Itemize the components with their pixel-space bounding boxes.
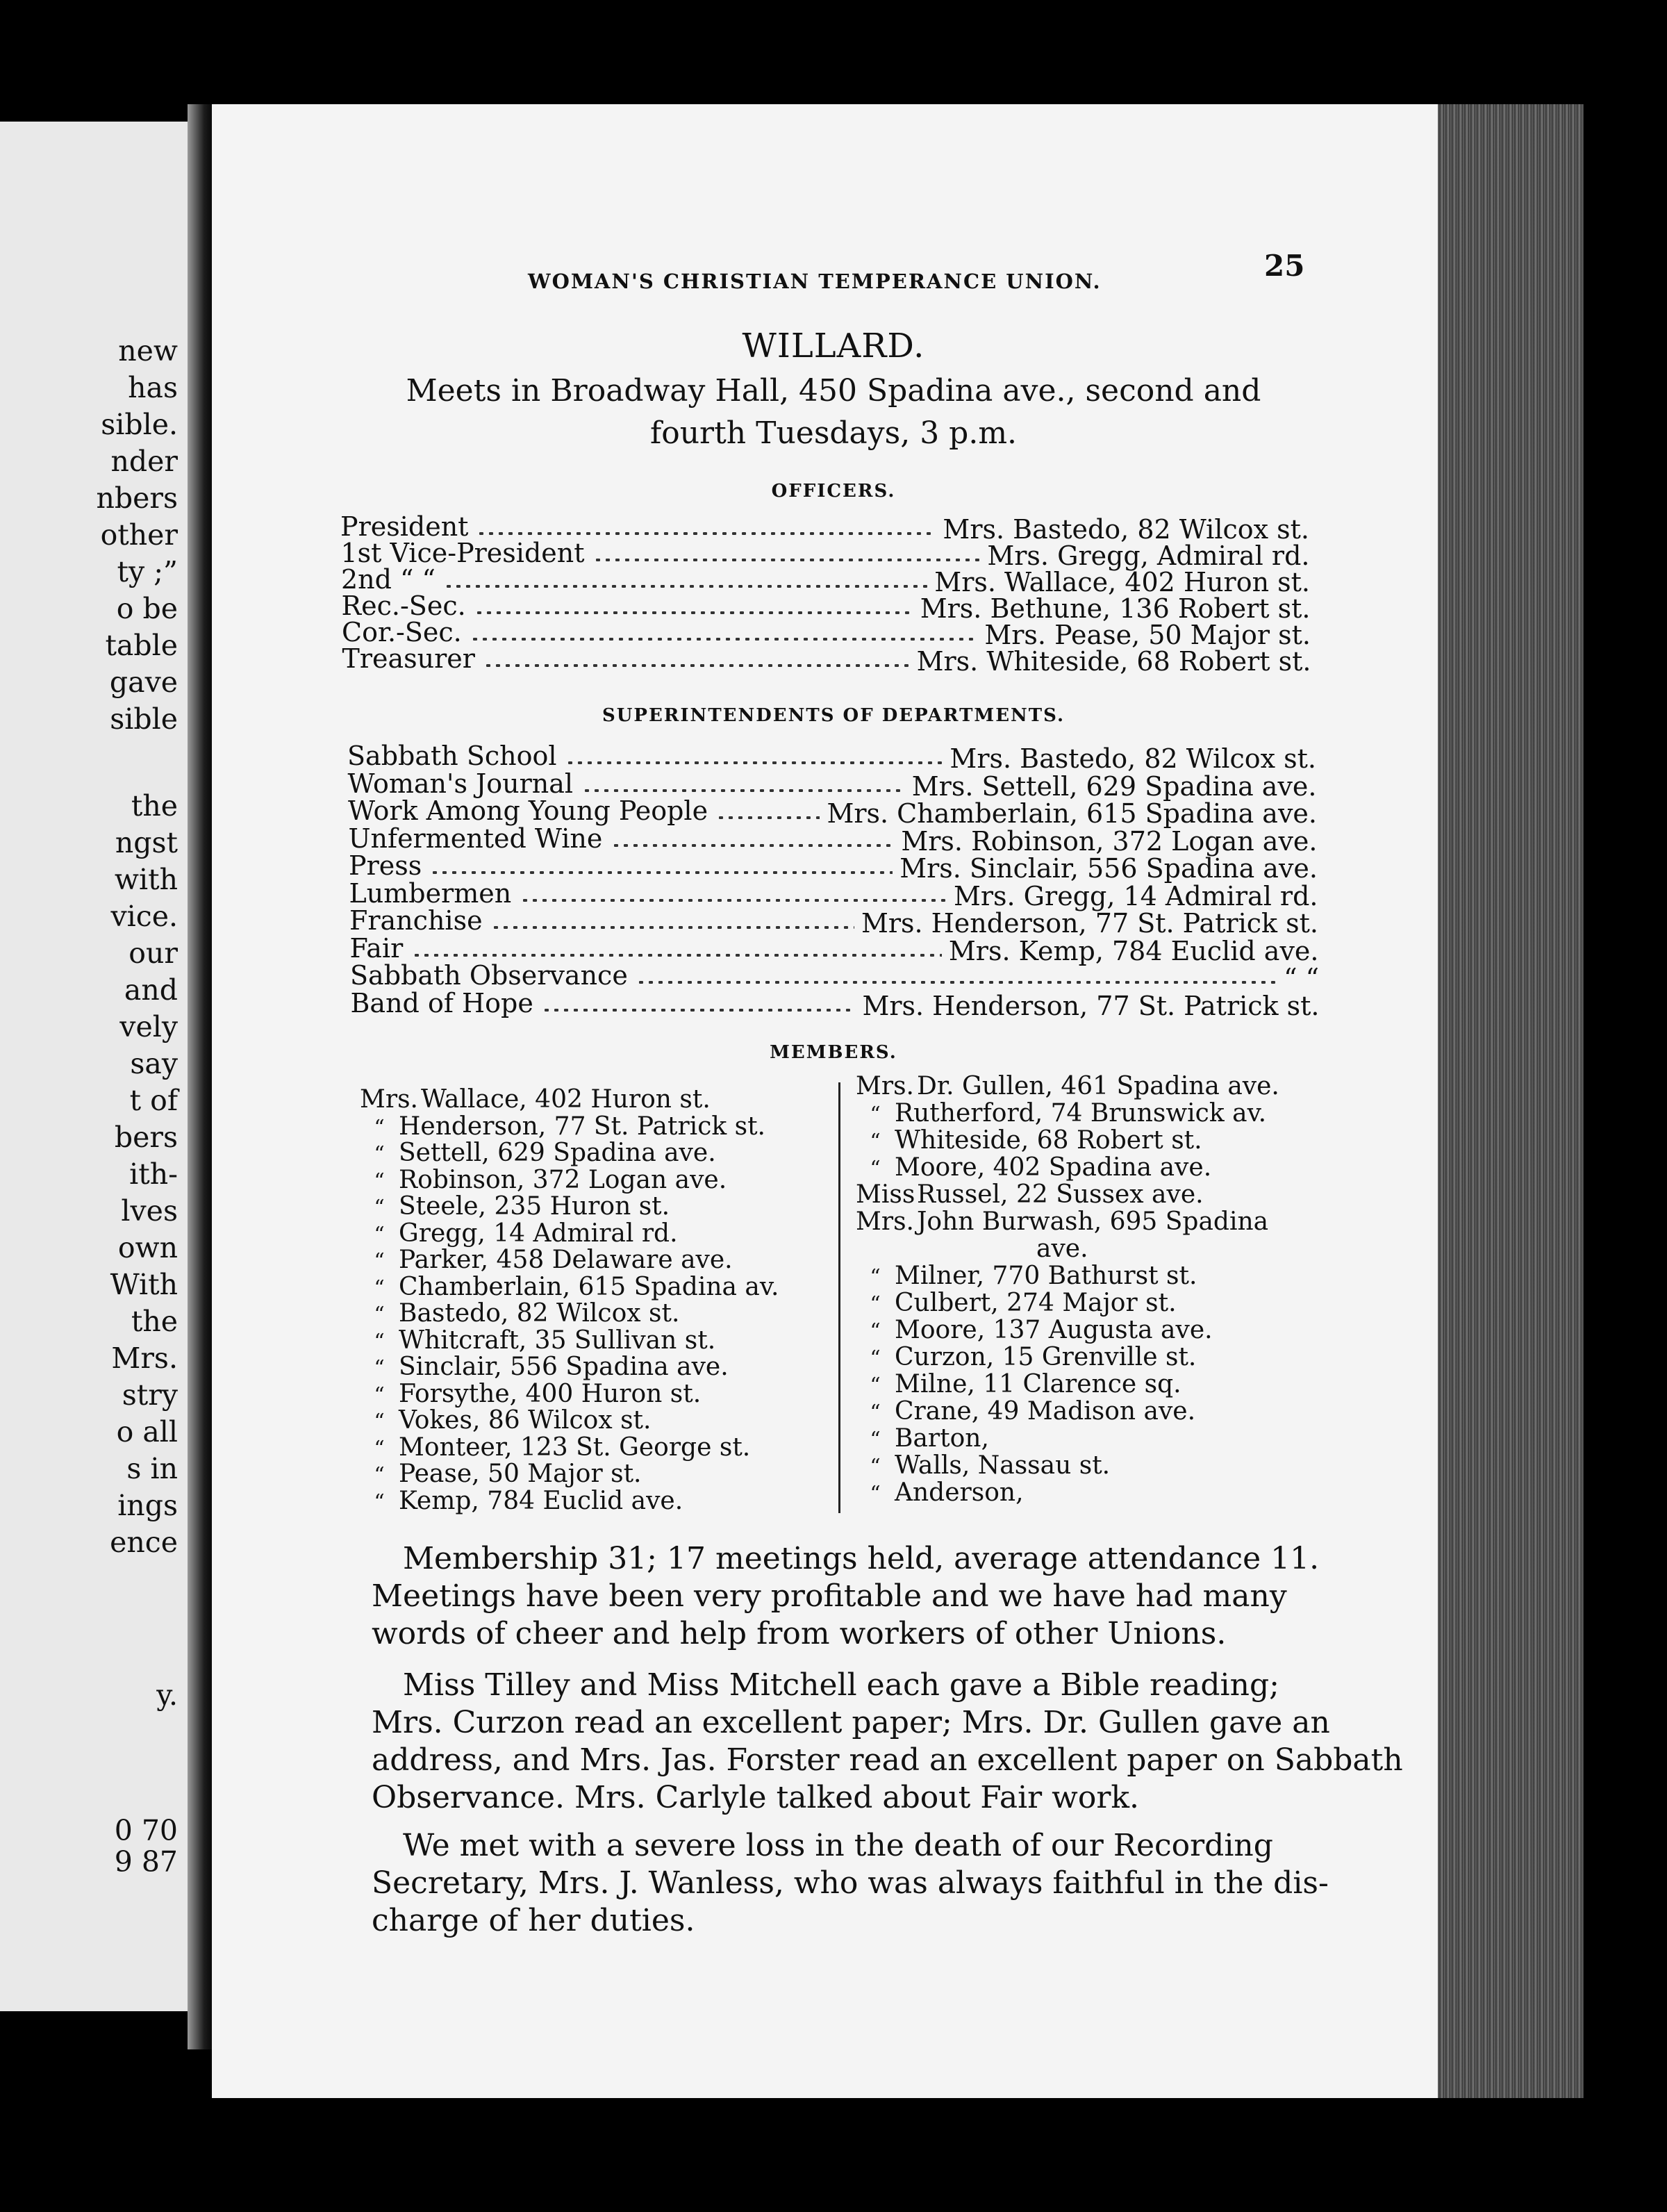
facing-page-line: With <box>110 1268 178 1301</box>
member-name: Robinson, 372 Logan ave. <box>399 1165 727 1194</box>
member-prefix: “ <box>374 1222 385 1247</box>
superintendents-name: Mrs. Chamberlain, 615 Spadina ave. <box>827 798 1317 829</box>
member-prefix: “ <box>374 1276 385 1301</box>
dot-leader <box>565 761 943 764</box>
member-prefix: “ <box>870 1346 881 1371</box>
member-name: Culbert, 274 Major st. <box>895 1289 1177 1317</box>
dot-leader <box>716 816 820 819</box>
member-name: Forsythe, 400 Huron st. <box>399 1379 702 1408</box>
text-line: We met with a severe loss in the death of our Recording <box>403 1828 1273 1863</box>
member-prefix: Mrs. <box>856 1072 914 1100</box>
facing-page-line: table <box>105 629 178 662</box>
running-head: WOMAN'S CHRISTIAN TEMPERANCE UNION. <box>528 270 1102 293</box>
member-prefix: “ <box>374 1142 385 1166</box>
dot-leader <box>470 638 977 641</box>
facing-page-line: gave <box>109 666 178 699</box>
officers-heading: OFFICERS. <box>771 481 896 502</box>
member-name: Wallace, 402 Huron st. <box>421 1085 711 1114</box>
facing-page-line: vice. <box>110 900 178 933</box>
member-entry <box>360 1141 716 1166</box>
member-name: Chamberlain, 615 Spadina av. <box>399 1272 779 1301</box>
member-entry <box>360 1301 679 1326</box>
member-entry <box>856 1372 1181 1397</box>
superintendents-row <box>347 741 1316 774</box>
member-name: Barton, <box>895 1424 989 1453</box>
facing-page-line: with <box>114 863 178 896</box>
facing-page-line: t of <box>129 1084 178 1117</box>
column-rule <box>838 1082 840 1513</box>
dot-leader <box>582 789 905 792</box>
dot-leader <box>636 981 1277 984</box>
facing-page-line: Mrs. <box>111 1342 178 1375</box>
superintendents-title: Band of Hope <box>350 987 533 1018</box>
member-name: Whitcraft, 35 Sullivan st. <box>399 1326 716 1355</box>
member-prefix: “ <box>870 1319 881 1344</box>
member-entry <box>360 1328 715 1353</box>
member-entry <box>856 1318 1213 1343</box>
facing-page-line: ty ;” <box>117 555 178 588</box>
superintendents-heading: SUPERINTENDENTS OF DEPARTMENTS. <box>602 705 1065 726</box>
member-name: Pease, 50 Major st. <box>399 1460 642 1488</box>
member-name: Vokes, 86 Wilcox st. <box>399 1406 652 1435</box>
facing-page-line: ings <box>117 1489 178 1522</box>
facing-page-line: o all <box>116 1415 178 1448</box>
officers-row <box>342 643 1311 677</box>
member-entry <box>360 1087 711 1112</box>
officers-title: Rec.-Sec. <box>341 591 466 621</box>
superintendents-title: Press <box>349 850 422 881</box>
member-name: Walls, Nassau st. <box>895 1451 1111 1480</box>
member-prefix: “ <box>374 1410 385 1434</box>
member-prefix: “ <box>374 1436 385 1461</box>
superintendents-title: Unfermented Wine <box>348 823 603 854</box>
member-name: Parker, 458 Delaware ave. <box>399 1246 733 1274</box>
facing-page-line: other <box>100 518 178 552</box>
page-number: 25 <box>1264 249 1305 283</box>
member-name: Russel, 22 Sussex ave. <box>917 1180 1204 1209</box>
officers-name: Mrs. Bethune, 136 Robert st. <box>920 593 1311 624</box>
member-prefix: “ <box>870 1428 881 1452</box>
member-name: Kemp, 784 Euclid ave. <box>399 1486 683 1515</box>
facing-page-line: y. <box>156 1678 178 1712</box>
member-entry <box>360 1462 642 1487</box>
member-entry <box>856 1155 1211 1180</box>
member-prefix: “ <box>870 1103 881 1127</box>
member-name: Dr. Gullen, 461 Spadina ave. <box>917 1072 1279 1100</box>
text-line: Observance. Mrs. Carlyle talked about Fair work. <box>372 1780 1140 1815</box>
facing-page-line: vely <box>119 1010 178 1043</box>
superintendents-name: Mrs. Henderson, 77 St. Patrick st. <box>861 908 1318 939</box>
facing-page-line: bers <box>114 1121 178 1154</box>
text-line: Meetings have been very profitable and we have had many <box>372 1578 1287 1614</box>
member-entry <box>360 1221 678 1246</box>
facing-page-line: the <box>131 1305 178 1338</box>
member-entry <box>856 1399 1195 1424</box>
superintendents-title: Work Among Young People <box>348 795 708 826</box>
member-prefix: “ <box>374 1489 385 1514</box>
superintendents-name: Mrs. Sinclair, 556 Spadina ave. <box>899 853 1318 884</box>
member-entry <box>360 1248 733 1273</box>
dot-leader <box>412 954 942 957</box>
dot-leader <box>474 611 913 614</box>
member-prefix: “ <box>374 1169 385 1194</box>
officers-name: Mrs. Whiteside, 68 Robert st. <box>916 646 1311 677</box>
member-name: ave. <box>1036 1235 1088 1263</box>
officers-name: Mrs. Wallace, 402 Huron st. <box>934 567 1310 597</box>
facing-page-line: o be <box>116 592 178 625</box>
member-prefix: “ <box>374 1329 385 1354</box>
superintendents-name: “ “ <box>1284 963 1319 993</box>
text-line: Secretary, Mrs. J. Wanless, who was always faithful in the dis- <box>372 1865 1329 1901</box>
member-entry <box>856 1426 989 1451</box>
members-heading: MEMBERS. <box>770 1042 897 1063</box>
member-prefix: “ <box>374 1382 385 1408</box>
facing-page-line: our <box>128 936 178 970</box>
member-entry <box>360 1272 779 1301</box>
facing-page-line: stry <box>122 1378 178 1412</box>
member-name: Monteer, 123 St. George st. <box>399 1433 751 1462</box>
officers-row <box>340 538 1310 571</box>
facing-page-line: ith- <box>129 1157 178 1191</box>
member-prefix: “ <box>870 1292 881 1317</box>
facing-page-line: sible <box>110 702 178 736</box>
text-line: Membership 31; 17 meetings held, average attendance 11. <box>403 1541 1320 1576</box>
member-name: Moore, 402 Spadina ave. <box>895 1153 1212 1182</box>
member-name: Gregg, 14 Admiral rd. <box>399 1219 678 1248</box>
member-name: Anderson, <box>895 1478 1024 1507</box>
dot-leader <box>520 899 947 902</box>
member-name: Sinclair, 556 Spadina ave. <box>399 1353 729 1381</box>
officers-name: Mrs. Pease, 50 Major st. <box>984 620 1311 650</box>
superintendents-row <box>348 823 1318 857</box>
officers-row <box>341 591 1311 624</box>
superintendents-name: Mrs. Settell, 629 Spadina ave. <box>911 770 1317 802</box>
text-line: words of cheer and help from workers of other Unions. <box>372 1616 1227 1651</box>
member-name: Henderson, 77 St. Patrick st. <box>399 1112 765 1141</box>
dot-leader <box>444 585 927 588</box>
facing-page-line: ence <box>110 1526 178 1559</box>
superintendents-row <box>349 877 1318 911</box>
member-entry <box>360 1114 765 1139</box>
dot-leader <box>593 559 981 561</box>
member-name: Curzon, 15 Grenville st. <box>895 1343 1197 1371</box>
member-entry <box>856 1237 1088 1262</box>
superintendents-name: Mrs. Henderson, 77 St. Patrick st. <box>862 990 1320 1021</box>
member-name: Crane, 49 Madison ave. <box>895 1397 1196 1426</box>
member-entry <box>856 1264 1197 1289</box>
member-entry <box>360 1408 651 1433</box>
superintendents-name: Mrs. Robinson, 372 Logan ave. <box>901 825 1318 857</box>
member-prefix: “ <box>374 1356 385 1380</box>
facing-page-line: sible. <box>101 408 178 441</box>
superintendents-row <box>350 987 1320 1021</box>
officers-title: 2nd “ “ <box>341 564 436 595</box>
member-entry <box>856 1345 1196 1370</box>
facing-page-line: nder <box>110 445 178 478</box>
superintendents-title: Sabbath School <box>347 741 557 771</box>
member-prefix: “ <box>870 1482 881 1506</box>
officers-name: Mrs. Gregg, Admiral rd. <box>987 540 1310 571</box>
text-line: address, and Mrs. Jas. Forster read an excellent paper on Sabbath <box>372 1742 1403 1778</box>
dot-leader <box>476 532 936 535</box>
officers-name: Mrs. Bastedo, 82 Wilcox st. <box>943 514 1309 545</box>
member-entry <box>856 1101 1266 1126</box>
dot-leader <box>430 871 893 874</box>
member-entry <box>856 1291 1177 1316</box>
member-entry <box>856 1207 1269 1236</box>
dot-leader <box>491 926 854 929</box>
meeting-line-2: fourth Tuesdays, 3 p.m. <box>649 415 1018 451</box>
facing-page-line: the <box>131 789 178 823</box>
member-entry <box>360 1165 727 1194</box>
facing-page-line: has <box>128 371 178 404</box>
superintendents-row <box>349 850 1318 884</box>
facing-page-line: lves <box>121 1194 178 1228</box>
section-title: WILLARD. <box>742 327 925 365</box>
officers-title: President <box>340 511 469 542</box>
member-entry <box>856 1182 1204 1207</box>
member-name: Moore, 137 Augusta ave. <box>895 1316 1213 1344</box>
member-name: Whiteside, 68 Robert st. <box>895 1126 1202 1155</box>
facing-page-line: ngst <box>115 826 178 859</box>
officers-row <box>341 564 1310 597</box>
member-prefix: “ <box>870 1455 881 1479</box>
member-entry <box>360 1355 729 1380</box>
member-name: Steele, 235 Huron st. <box>399 1192 670 1221</box>
member-entry <box>360 1486 683 1515</box>
member-prefix: “ <box>374 1196 385 1220</box>
superintendents-row <box>350 960 1319 993</box>
officers-title: Treasurer <box>342 643 475 674</box>
member-name: Bastedo, 82 Wilcox st. <box>399 1299 680 1328</box>
facing-page-line: and <box>124 973 178 1007</box>
superintendents-title: Franchise <box>349 905 483 936</box>
facing-page-line: 9 87 <box>114 1845 178 1879</box>
member-prefix: “ <box>374 1303 385 1327</box>
superintendents-name: Mrs. Gregg, 14 Admiral rd. <box>953 880 1318 911</box>
superintendents-row <box>349 932 1319 966</box>
officers-row <box>342 617 1311 650</box>
superintendents-title: Sabbath Observance <box>350 960 628 991</box>
member-prefix: Miss <box>856 1180 915 1209</box>
superintendents-title: Woman's Journal <box>347 768 574 799</box>
text-line: Miss Tilley and Miss Mitchell each gave a Bible reading; <box>403 1667 1279 1703</box>
officers-title: Cor.-Sec. <box>342 617 462 647</box>
superintendents-name: Mrs. Kemp, 784 Euclid ave. <box>948 935 1319 966</box>
superintendents-title: Lumbermen <box>349 877 512 909</box>
member-name: John Burwash, 695 Spadina <box>917 1207 1269 1236</box>
member-prefix: Mrs. <box>360 1085 418 1114</box>
member-prefix: “ <box>374 1115 385 1140</box>
member-name: Settell, 629 Spadina ave. <box>399 1139 716 1167</box>
facing-page-line: own <box>117 1231 178 1264</box>
member-prefix: Mrs. <box>856 1207 914 1236</box>
superintendents-title: Fair <box>349 932 404 964</box>
facing-page-line: nbers <box>96 481 178 515</box>
member-entry <box>360 1379 702 1408</box>
member-entry <box>360 1435 750 1460</box>
member-name: Rutherford, 74 Brunswick av. <box>895 1099 1267 1128</box>
superintendents-row <box>347 768 1317 802</box>
member-prefix: “ <box>374 1463 385 1487</box>
member-prefix: “ <box>870 1265 881 1289</box>
superintendents-row <box>348 795 1317 829</box>
officers-title: 1st Vice-President <box>340 538 585 568</box>
member-prefix: “ <box>870 1130 881 1154</box>
facing-page-line: 0 70 <box>114 1814 178 1847</box>
superintendents-row <box>349 905 1318 939</box>
member-entry <box>856 1453 1110 1478</box>
facing-page-line: say <box>130 1047 178 1080</box>
member-name: Milne, 11 Clarence sq. <box>895 1370 1181 1398</box>
dot-leader <box>611 844 895 847</box>
member-prefix: “ <box>870 1401 881 1425</box>
dot-leader <box>542 1009 856 1012</box>
member-prefix: “ <box>374 1249 385 1273</box>
member-name: Milner, 770 Bathurst st. <box>895 1262 1197 1290</box>
meeting-line-1: Meets in Broadway Hall, 450 Spadina ave., second and <box>406 373 1261 408</box>
member-prefix: “ <box>870 1157 881 1181</box>
member-entry <box>856 1128 1202 1153</box>
member-entry <box>856 1074 1279 1099</box>
member-prefix: “ <box>870 1373 881 1398</box>
dot-leader <box>483 664 910 667</box>
text-line: charge of her duties. <box>372 1903 695 1938</box>
facing-page-line: new <box>118 334 178 368</box>
facing-page-line: s in <box>126 1452 178 1485</box>
member-entry <box>856 1480 1024 1505</box>
member-entry <box>360 1194 670 1219</box>
superintendents-name: Mrs. Bastedo, 82 Wilcox st. <box>949 743 1316 774</box>
text-line: Mrs. Curzon read an excellent paper; Mrs. Dr. Gullen gave an <box>372 1705 1330 1740</box>
